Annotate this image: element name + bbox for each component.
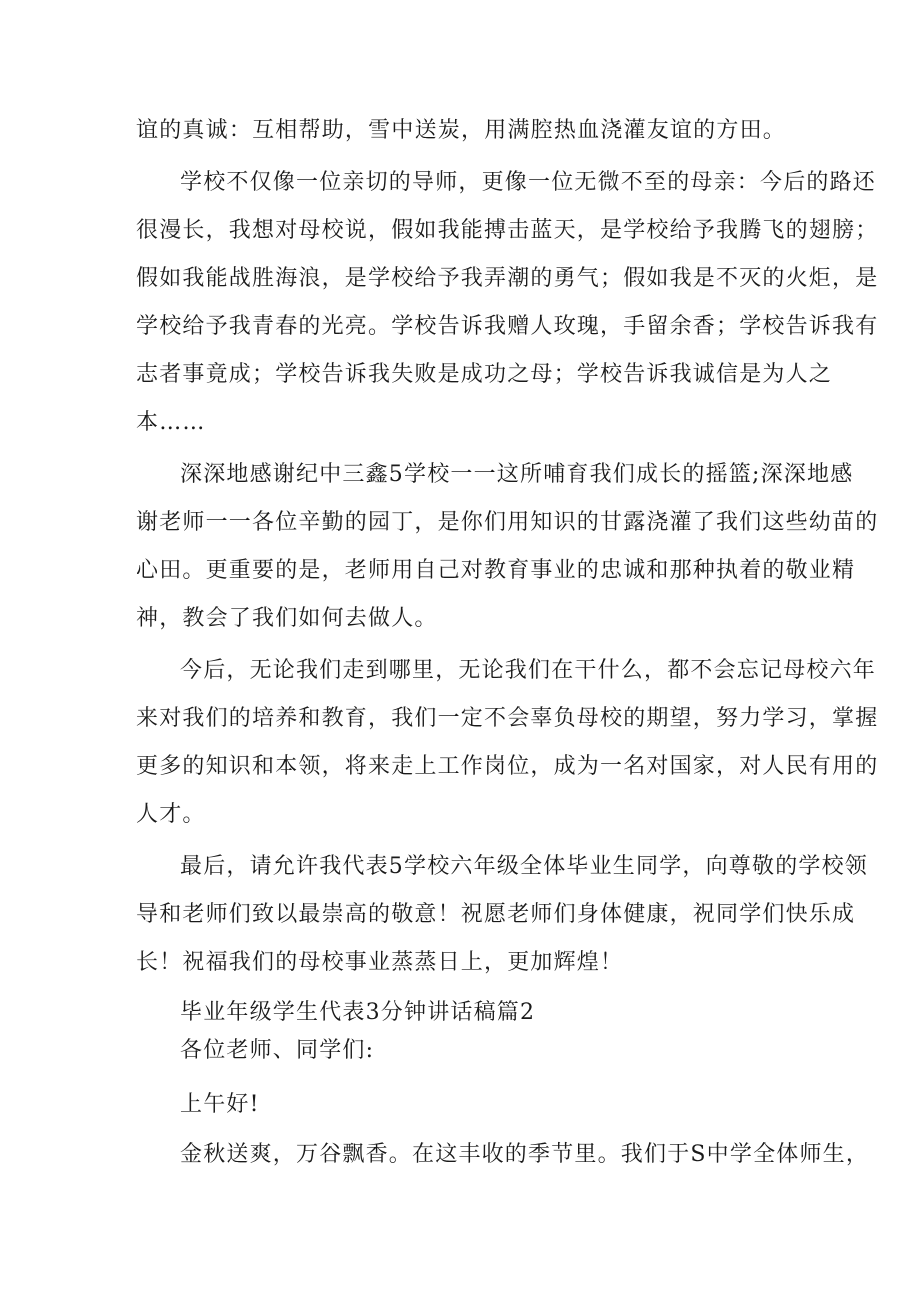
greeting: 上午好!: [180, 1092, 260, 1117]
paragraph-first-line: 深深地感谢纪中三鑫5学校一一这所哺育我们成长的摇篮;深深地感: [180, 462, 854, 487]
paragraph-first-line: 金秋送爽，万谷飘香。在这丰收的季节里。我们于S中学全体师生，: [180, 1142, 870, 1167]
text-line: 长！祝福我们的母校事业蒸蒸日上，更加辉煌！: [136, 950, 624, 975]
paragraph-first-line: 最后，请允许我代表5学校六年级全体毕业生同学，向尊敬的学校领: [180, 854, 868, 879]
text-line: 学校给予我青春的光亮。学校告诉我赠人玫瑰，手留余香；学校告诉我有: [136, 314, 879, 339]
text-line: 谊的真诚：互相帮助，雪中送炭，用满腔热血浇灌友谊的方田。: [136, 118, 786, 143]
text-line: 心田。更重要的是，老师用自己对教育事业的忠诚和那种执着的敬业精: [136, 558, 856, 583]
paragraph-first-line: 今后，无论我们走到哪里，无论我们在干什么，都不会忘记母校六年: [180, 658, 877, 683]
paragraph-first-line: 学校不仅像一位亲切的导师，更像一位无微不至的母亲：今后的路还: [180, 170, 877, 195]
text-line: 来对我们的培养和教育，我们一定不会辜负母校的期望，努力学习，掌握: [136, 706, 879, 731]
text-line: 本……: [136, 410, 206, 435]
text-line: 人才。: [136, 802, 206, 827]
salutation: 各位老师、同学们:: [180, 1038, 375, 1063]
text-line: 神，教会了我们如何去做人。: [136, 606, 438, 631]
section-heading: 毕业年级学生代表3分钟讲话稿篇2: [180, 1000, 536, 1025]
text-line: 谢老师一一各位辛勤的园丁，是你们用知识的甘露浇灌了我们这些幼苗的: [136, 510, 879, 535]
text-line: 很漫长，我想对母校说，假如我能搏击蓝天，是学校给予我腾飞的翅膀；: [136, 218, 879, 243]
text-line: 导和老师们致以最崇高的敬意！祝愿老师们身体健康，祝同学们快乐成: [136, 902, 856, 927]
text-line: 更多的知识和本领，将来走上工作岗位，成为一名对国家，对人民有用的: [136, 754, 879, 779]
text-line: 假如我能战胜海浪，是学校给予我弄潮的勇气；假如我是不灭的火炬，是: [136, 266, 879, 291]
text-line: 志者事竟成；学校告诉我失败是成功之母；学校告诉我诚信是为人之: [136, 362, 833, 387]
